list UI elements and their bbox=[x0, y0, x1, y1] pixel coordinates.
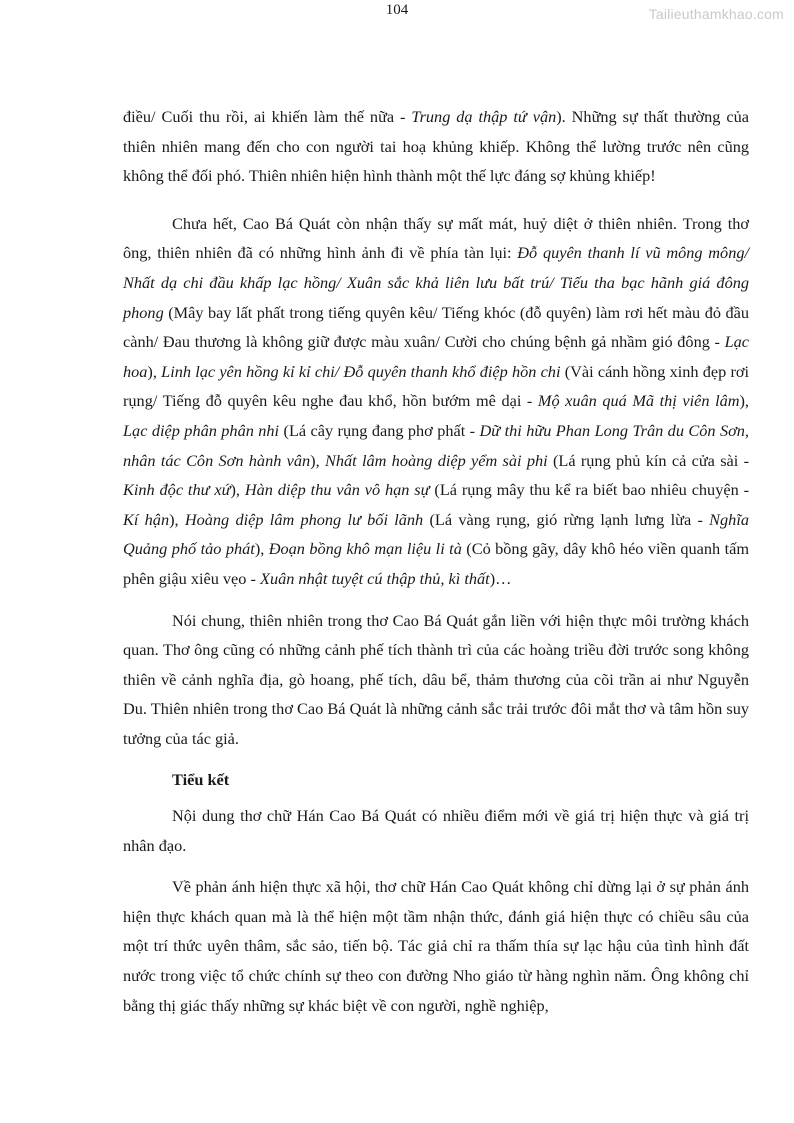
text-run: (Lá cây rụng đang phơ phất - bbox=[279, 420, 480, 440]
text-run: (Lá rụng mây thu kể ra biết bao nhiêu chuyện - bbox=[429, 480, 750, 500]
poem-quote: Đỗ quyên thanh lí vũ mông mông/ Nhất dạ chi đầu khấp lạc hồng/ Xuân sắc khả liên lưu bất trú/ Tiếu tha bạc hãnh giá đông phong bbox=[123, 243, 749, 322]
citation: Mộ xuân quá Mã thị viên lâm bbox=[537, 391, 740, 411]
text-run: ), bbox=[739, 391, 749, 411]
paragraph-conclusion-intro: Nội dung thơ chữ Hán Cao Bá Quát có nhiều điểm mới về giá trị hiện thực và giá trị nhân đạo. bbox=[123, 806, 749, 855]
poem-quote: Đoạn bồng khô mạn liệu li tà bbox=[268, 539, 462, 559]
text-run: ). Những sự thất thường của thiên nhiên mang đến cho con người tai hoạ khủng khiếp. Không thể lường trước nên cũng không thể đối phó. Thiên nhiên hiện hình thành một thế lực đáng sợ khủng khiếp! bbox=[123, 107, 749, 186]
poem-quote: Nhất lâm hoàng diệp yểm sài phi bbox=[324, 450, 548, 470]
paragraph-nature-decay bbox=[123, 209, 749, 594]
citation: Dữ thi hữu Phan Long Trân du Côn Sơn, nhân tác Côn Sơn hành vân bbox=[123, 420, 749, 470]
citation: Kinh độc thư xứ bbox=[123, 480, 231, 500]
paragraph-summary: Nói chung, thiên nhiên trong thơ Cao Bá Quát gắn liền với hiện thực môi trường khách quan. Thơ ông cũng có những cảnh phế tích thành trì của các hoàng triều đời trước song không thiên về cảnh nghĩa địa, gò hoang, phế tích, dâu bể, thảm thương của cõi trần ai như Nguyễn Du. Thiên nhiên trong thơ Cao Bá Quát là những cảnh sắc trải trước đôi mắt thơ và tâm hồn suy tưởng của tác giả. bbox=[123, 610, 749, 748]
text-run: (Vài cánh hồng xinh đẹp rơi rụng/ Tiếng đỗ quyên kêu nghe đau khổ, hồn bướm mê dại - bbox=[123, 361, 750, 411]
text-run: điều/ Cuối thu rồi, ai khiến làm thế nữa - bbox=[123, 107, 412, 126]
citation: Trung dạ thập tứ vận bbox=[411, 107, 557, 126]
text-run: ), bbox=[147, 361, 162, 381]
section-heading: Tiểu kết bbox=[172, 770, 230, 790]
paragraph-continued bbox=[123, 102, 749, 191]
page-number: 104 bbox=[385, 2, 409, 18]
text-run: (Mây bay lất phất trong tiếng quyên kêu/ Tiếng khóc (đỗ quyên) làm rơi hết màu đỏ đầu cành/ Đau thương là không giữ được màu xuân/ Cười cho chúng bệnh gả nhầm gió đông - bbox=[123, 302, 749, 352]
text-run: ), bbox=[169, 509, 185, 529]
poem-quote: Hoàng diệp lâm phong lư bối lãnh bbox=[184, 509, 424, 529]
text-run: ), bbox=[230, 480, 245, 500]
text-run: Chưa hết, Cao Bá Quát còn nhận thấy sự mất mát, huỷ diệt ở thiên nhiên. Trong thơ ông, thiên nhiên đã có những hình ảnh đi về phía tàn lụi: bbox=[123, 213, 749, 263]
text-run: (Lá vàng rụng, gió rừng lạnh lưng lừa - bbox=[423, 509, 710, 529]
text-run: ), bbox=[254, 539, 269, 559]
poem-quote: Linh lạc yên hồng kỉ kỉ chi/ Đỗ quyên thanh khổ điệp hồn chi bbox=[161, 361, 561, 381]
paragraph-realism: Về phản ánh hiện thực xã hội, thơ chữ Hán Cao Quát không chỉ dừng lại ở sự phản ánh hiện thực khách quan mà là thể hiện một tầm nhận thức, đánh giá hiện thực có chiều sâu của một trí thức uyên thâm, sắc sảo, tiến bộ. Tác giả chỉ ra thấm thía sự lạc hậu của tình hình đất nước trong việc tổ chức chính sự theo con đường Nho giáo từ hàng nghìn năm. Ông không chỉ bằng thị giác thấy những sự khác biệt về con người, nghề nghiệp, bbox=[123, 877, 749, 1015]
poem-quote: Lạc diệp phân phân nhi bbox=[123, 420, 280, 440]
citation: Xuân nhật tuyệt cú thập thủ, kì thất bbox=[260, 568, 490, 588]
text-run: (Lá rụng phủ kín cả cửa sài - bbox=[547, 450, 750, 470]
text-run: )… bbox=[489, 568, 512, 588]
text-run: ), bbox=[310, 450, 325, 470]
poem-quote: Hàn diệp thu vân vô hạn sự bbox=[244, 480, 430, 500]
citation: Lạc hoa bbox=[123, 332, 749, 381]
citation: Nghĩa Quảng phố tảo phát bbox=[123, 509, 749, 559]
text-run: (Cỏ bồng gãy, dây khô héo viền quanh tấm phên giậu xiêu vẹo - bbox=[123, 539, 749, 588]
watermark: Tailieuthamkhao.com bbox=[648, 6, 784, 22]
document-body bbox=[123, 102, 749, 1032]
citation: Kí hận bbox=[123, 509, 170, 529]
